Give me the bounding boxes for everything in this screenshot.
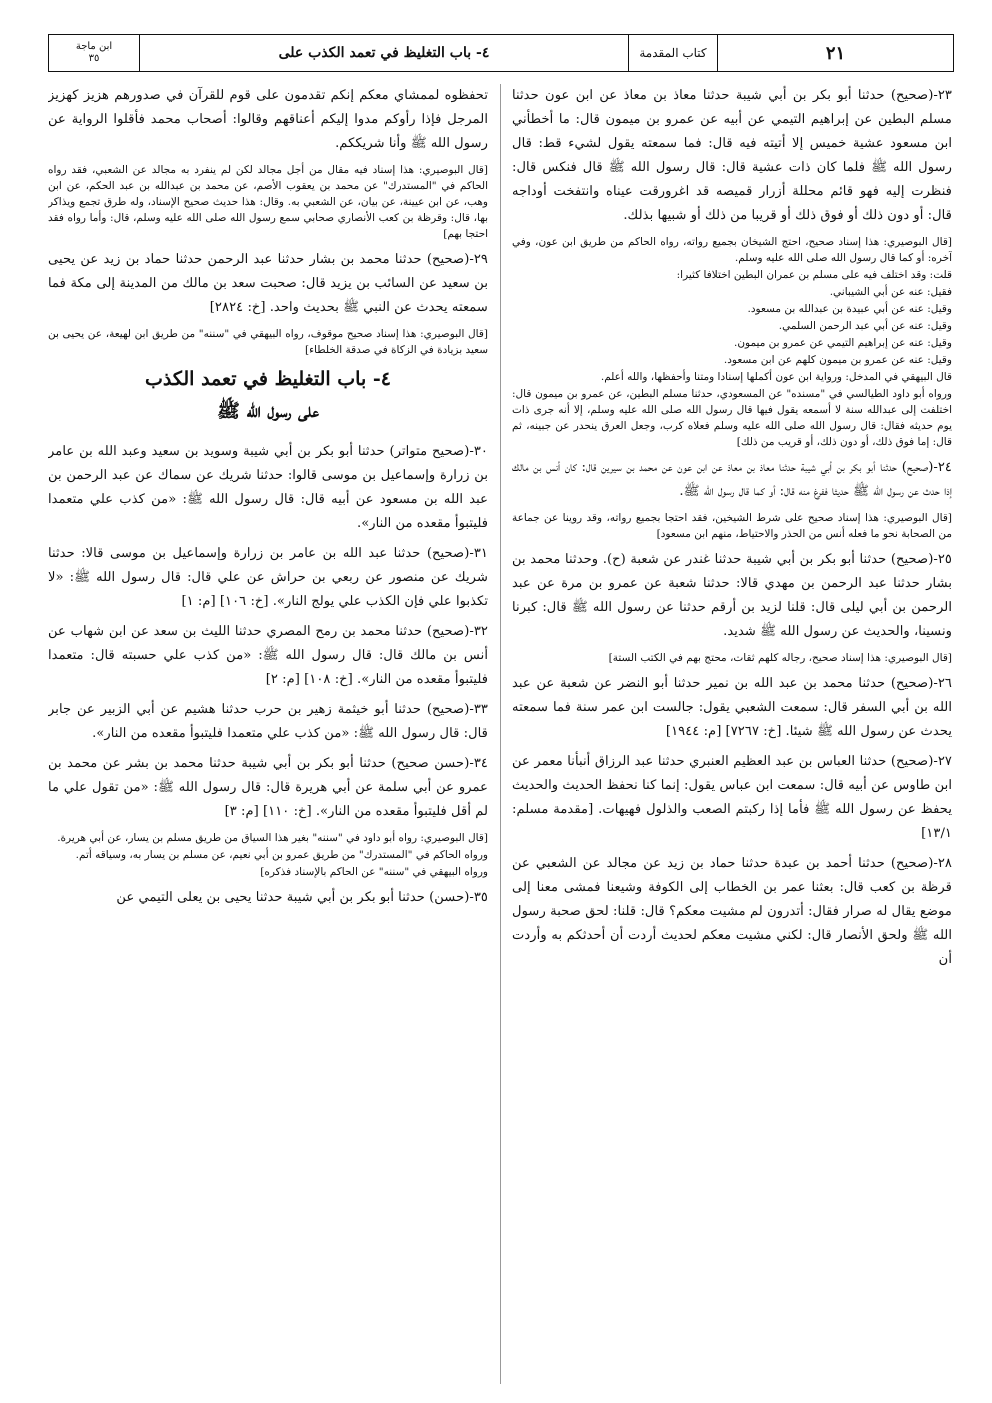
right-column — [512, 84, 952, 1384]
footnote-line: [قال البوصيري: هذا إسناد صحيح على شرط الشيخين، فقد احتجا بجميع رواته، وقد روينا عن جماعة من الصحابة نحو ما فعله أنس من الحذر والاحتياط، منهم ابن مسعود] — [512, 512, 952, 540]
footnote-line: وقيل: عنه عن إبراهيم التيمي عن عمرو بن ميمون. — [734, 337, 952, 349]
footnote-line: [قال البوصيري: رواه أبو داود في "سننه" بغير هذا السياق من طريق مسلم بن يسار، عن أبي هريرة. — [57, 832, 488, 844]
left-column — [48, 84, 488, 1384]
page-header — [48, 34, 954, 72]
source-reference — [49, 35, 139, 71]
footnote-line: [قال البوصيري: هذا إسناد صحيح موقوف، رواه البيهقي في "سننه" من طريق ابن لهيعة، عن يحيى بن سعيد بزيادة في الزكاة في صدقة الخلطاء] — [48, 328, 488, 356]
footnote-line: قلت: وقد اختلف فيه على مسلم بن عمران البطين اختلافا كثيرا: — [676, 269, 952, 281]
hadith-34: ٣٤-(حسن صحيح) حدثنا أبو بكر بن أبي شيبة حدثنا محمد بن بشر عن محمد بن عمرو عن أبي سلمة عن أبي هريرة قال: قال رسول الله ﷺ: «من تقول علي ما لم أقل فليتبوأ مقعده من النار». [خ: ١١٠] [م: ٣] — [48, 756, 488, 819]
hadith-24: ٢٤-(صحيح) حدثنا أبو بكر بن أبي شيبة حدثنا معاذ بن معاذ عن ابن عون عن محمد بن سيرين قال: كان أنس بن مالك إذا حدث عن رسول الله ﷺ حديثا ففرغ منه قال: أو كما قال رسول الله ﷺ. — [512, 460, 952, 499]
chapter-heading — [48, 364, 488, 426]
chapter-title: ٤- باب التغليظ في تعمد الكذب على — [139, 35, 628, 71]
hadith-28-continued: تحفظوه لممشاي معكم إنكم تقدمون على قوم للقرآن في صدورهم هزيز كهزيز المرجل فإذا رأوكم مدوا إليكم أعناقهم وقالوا: أصحاب محمد فأقلوا الرواية عن رسول الله ﷺ وأنا شريككم. — [48, 88, 488, 151]
page-number: ٢١ — [717, 35, 953, 71]
footnote-line: وقيل: عنه عن عمرو بن ميمون كلهم عن ابن مسعود. — [723, 354, 952, 366]
hadith-27: ٢٧-(صحيح) حدثنا العباس بن عبد العظيم العنبري حدثنا عبد الرزاق أنبأنا معمر عن ابن طاوس عن أبيه قال: سمعت ابن عباس يقول: إنما كنا نحفظ الحديث والحديث يحفظ عن رسول الله ﷺ فأما إذا ركبتم الصعب والذلول فهيهات. [مقدمة مسلم: ١٣/١] — [512, 754, 952, 841]
footnote-23 — [512, 234, 952, 450]
hadith-26: ٢٦-(صحيح) حدثنا محمد بن عبد الله بن نمير حدثنا أبو النضر عن شعبة عن عبد الله بن أبي السفر قال: سمعت الشعبي يقول: جالست ابن عمر سنة فما سمعته يحدث عن رسول الله ﷺ شيئا. [خ: ٧٢٦٧] [م: ١٩٤٤] — [512, 676, 952, 739]
hadith-33: ٣٣-(صحيح) حدثنا أبو خيثمة زهير بن حرب حدثنا هشيم عن أبي الزبير عن جابر قال: قال رسول الله ﷺ: «من كذب علي متعمدا فليتبوأ مقعده من النار». — [48, 702, 488, 741]
footnote-line: قال البيهقي في المدخل: ورواية ابن عون أكملها إسنادا ومتنا وأحفظها، والله أعلم. — [600, 371, 952, 383]
book-title: كتاب المقدمة — [628, 35, 717, 71]
footnote-line: [قال البوصيري: هذا إسناد صحيح، احتج الشيخان بجميع رواته، رواه الحاكم من طريق ابن عون، وفي آخره: أو كما قال رسول الله صلى الله عليه وسلم. — [512, 236, 952, 264]
source-page: ٣٥ — [88, 53, 100, 64]
page — [40, 28, 960, 1388]
footnote-34 — [48, 830, 488, 880]
footnote-25 — [512, 650, 952, 666]
footnote-24 — [512, 510, 952, 542]
column-divider — [500, 84, 501, 1384]
source-name: ابن ماجة — [75, 41, 113, 52]
footnote-line: وقيل: عنه عن أبي عبيدة بن عبدالله بن مسعود. — [747, 303, 952, 315]
hadith-32: ٣٢-(صحيح) حدثنا محمد بن رمح المصري حدثنا الليث بن سعد عن ابن شهاب عن أنس بن مالك قال: قال رسول الله ﷺ: «من كذب علي حسبته قال: متعمدا فليتبوأ مقعده من النار». [خ: ١٠٨] [م: ٢] — [48, 624, 488, 687]
hadith-31: ٣١-(صحيح) حدثنا عبد الله بن عامر بن زرارة وإسماعيل بن موسى قالا: حدثنا شريك عن منصور عن ربعي بن حراش عن علي قال: قال رسول الله ﷺ: «لا تكذبوا علي فإن الكذب علي يولج النار». [خ: ١٠٦] [م: ١] — [48, 546, 488, 609]
footnote-line: [قال البوصيري: هذا إسناد فيه مقال من أجل مجالد لكن لم ينفرد به مجالد عن الشعبي، فقد رواه الحاكم في "المستدرك" عن محمد بن يعقوب الأصم، عن محمد بن عبدالله بن عبد الحكم، عن ابن وهب، عن ابن عيينة، عن بيان، عن الشعبي به. وقال: هذا حديث صحيح الإسناد، وله طرق تجمع ويذاكر بها، قال: وقرظة بن كعب الأنصاري صحابي سمع رسول الله صلى الله عليه وسلم، قال: وأما رواه فقد احتجا بهم] — [48, 164, 488, 240]
footnote-line: وقيل: عنه عن أبي عبد الرحمن السلمي. — [778, 320, 952, 332]
footnote-line: [قال البوصيري: هذا إسناد صحيح، رجاله كلهم ثقات، محتج بهم في الكتب الستة] — [608, 652, 952, 664]
hadith-30: ٣٠-(صحيح متواتر) حدثنا أبو بكر بن أبي شيبة وسويد بن سعيد وعبد الله بن عامر بن زرارة وإسماعيل بن موسى قالوا: حدثنا شريك عن سماك عن عبد الرحمن بن عبد الله بن مسعود عن أبيه قال: قال رسول الله ﷺ: «من كذب علي متعمدا فليتبوأ مقعده من النار». — [48, 444, 488, 531]
chapter-heading-line: على رسول الله ﷺ — [217, 400, 319, 422]
hadith-23: ٢٣-(صحيح) حدثنا أبو بكر بن أبي شيبة حدثنا معاذ بن معاذ عن ابن عون حدثنا مسلم البطين عن إبراهيم التيمي عن أبيه عن عمرو بن ميمون قال: ما أخطأني ابن مسعود عشية خميس إلا أتيته فيه قال: فما سمعته يقول لشيء قط: قال رسول الله ﷺ فلما كان ذات عشية قال: قال رسول الله ﷺ قال فنكس قال: فنظرت إليه فهو قائم محللة أزرار قميصه قد اغرورقت عيناه وانتفخت أوداجه قال: أو دون ذلك أو فوق ذلك أو قريبا من ذلك أو شبيها بذلك. — [512, 88, 952, 223]
chapter-heading-line: ٤- باب التغليظ في تعمد الكذب — [145, 368, 391, 390]
hadith-29: ٢٩-(صحيح) حدثنا محمد بن بشار حدثنا عبد الرحمن حدثنا حماد بن زيد عن يحيى بن سعيد عن السائب بن يزيد قال: صحبت سعد بن مالك من المدينة إلى مكة فما سمعته يحدث عن النبي ﷺ بحديث واحد. [خ: ٢٨٢٤] — [48, 252, 488, 315]
footnote-29 — [48, 326, 488, 358]
footnote-28 — [48, 162, 488, 242]
footnote-line: ورواه الحاكم في "المستدرك" من طريق عمرو بن أبي نعيم، عن مسلم بن يسار به، وسياقه أتم. — [75, 849, 488, 861]
footnote-line: فقيل: عنه عن أبي الشيباني. — [829, 286, 952, 298]
hadith-28: ٢٨-(صحيح) حدثنا أحمد بن عبدة حدثنا حماد بن زيد عن مجالد عن الشعبي عن قرظة بن كعب قال: بعثنا عمر بن الخطاب إلى الكوفة وشيعنا فمشى معنا إلى موضع يقال له صرار فقال: أتدرون لم مشيت معكم؟ قال: قلنا: لحق صحبة رسول الله ﷺ ولحق الأنصار قال: لكني مشيت معكم لحديث أردت أن أحدثكم به وأردت أن — [512, 856, 952, 967]
hadith-25: ٢٥-(صحيح) حدثنا أبو بكر بن أبي شيبة حدثنا غندر عن شعبة (ح). وحدثنا محمد بن بشار حدثنا عبد الرحمن بن مهدي قالا: حدثنا شعبة عن عمرو بن مرة عن عبد الرحمن بن أبي ليلى قال: قلنا لزيد بن أرقم حدثنا عن رسول الله ﷺ قال: كبرنا ونسينا، والحديث عن رسول الله ﷺ شديد. — [512, 552, 952, 639]
footnote-line: ورواه أبو داود الطيالسي في "مسنده" عن المسعودي، حدثنا مسلم البطين، عن عمرو بن ميمون قال: اختلفت إلى عبدالله سنة لا أسمعه يقول فيها قال رسول الله صلى الله عليه وسلم، إلا أنه جرى ذات يوم حديثه فقال: قال رسول الله صلى الله عليه وسلم فعلاه كرب، وجعل العرق ينحدر عن جبينه، ثم قال: إما فوق ذلك، أو دون ذلك، أو قريب من ذلك] — [512, 388, 952, 448]
hadith-35: ٣٥-(حسن) حدثنا أبو بكر بن أبي شيبة حدثنا يحيى بن يعلى التيمي عن — [116, 890, 488, 905]
footnote-line: ورواه البيهقي في "سننه" عن الحاكم بالإسناد فذكره] — [260, 866, 488, 878]
